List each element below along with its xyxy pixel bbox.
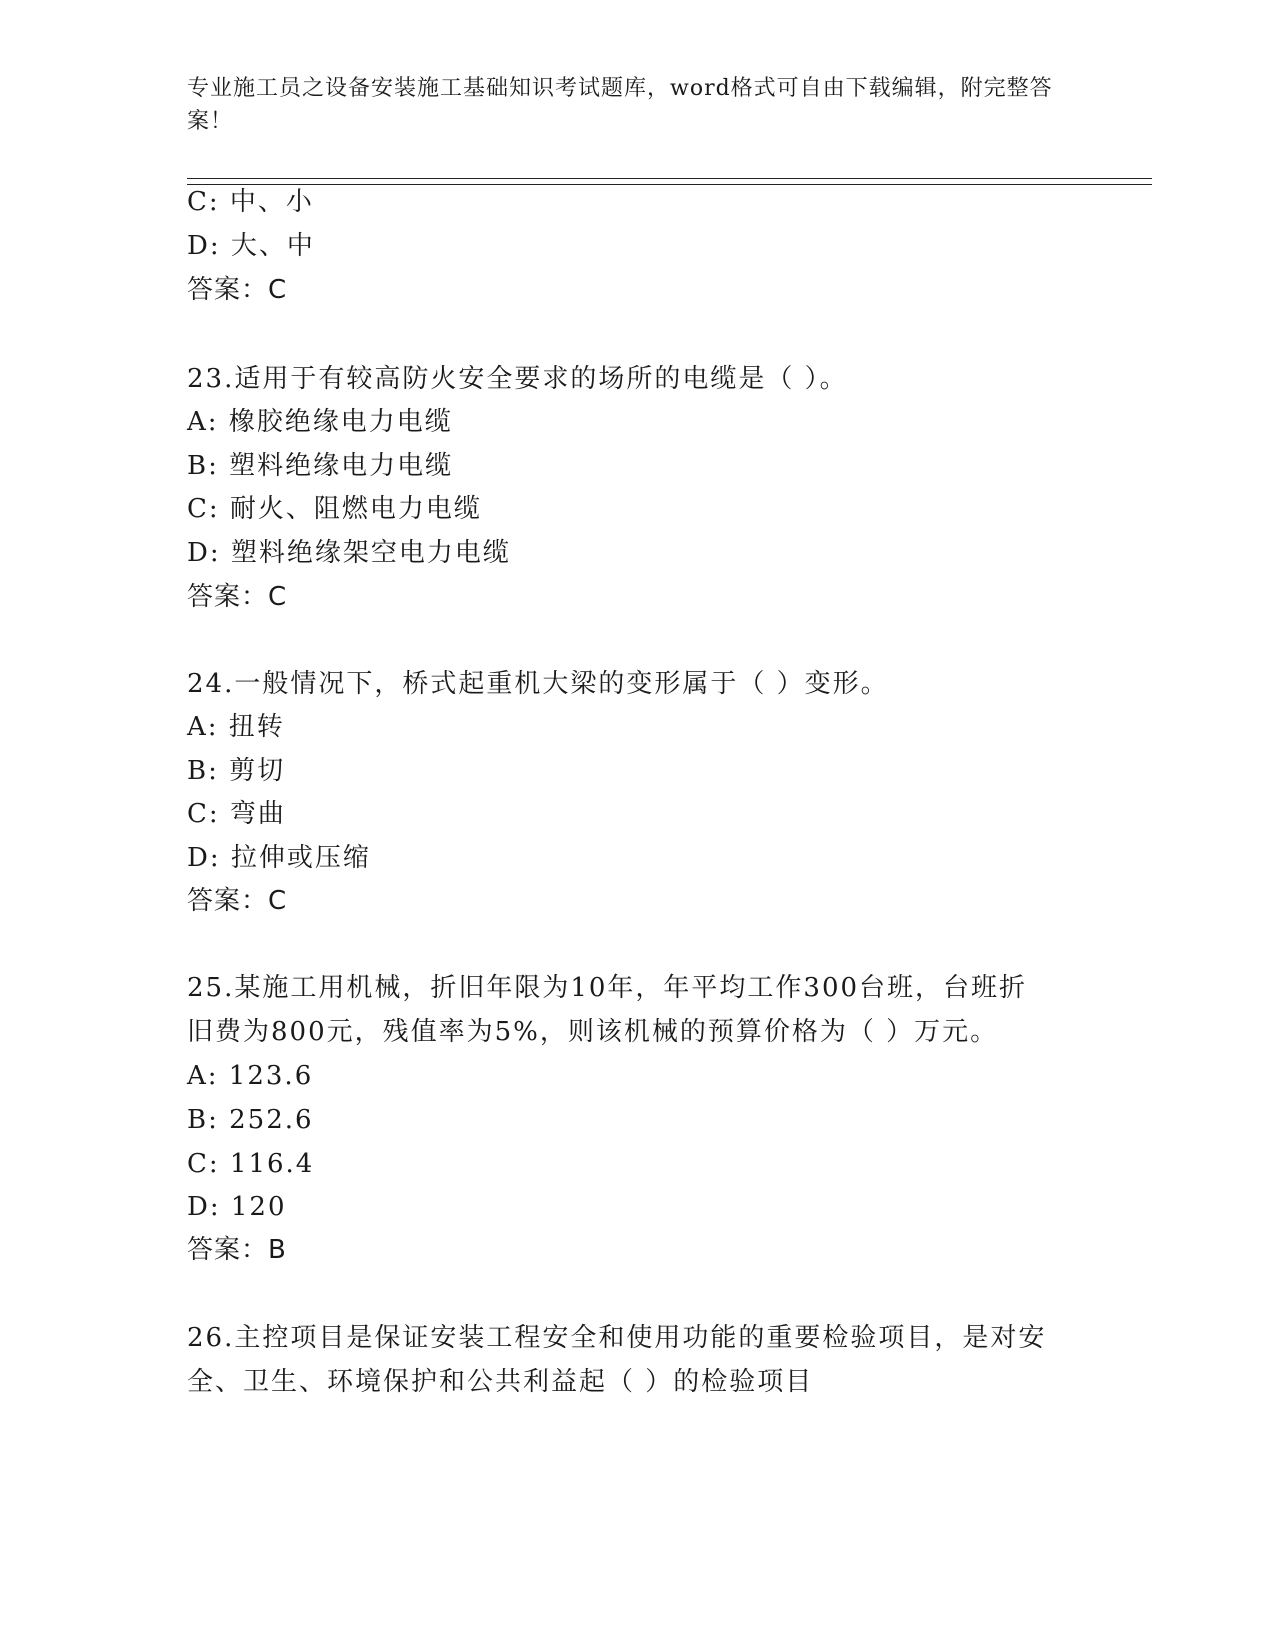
question-26-stem-line1: 26.主控项目是保证安装工程安全和使用功能的重要检验项目，是对安 <box>187 1323 1047 1353</box>
page-header: 专业施工员之设备安装施工基础知识考试题库，word格式可自由下载编辑，附完整答案！ <box>187 76 1053 134</box>
question-26-stem-line2: 全、卫生、环境保护和公共利益起（ ）的检验项目 <box>187 1367 814 1397</box>
option-d: D: 塑料绝缘架空电力电缆 <box>187 538 511 568</box>
option-d: D: 大、中 <box>187 231 315 261</box>
option-c: C: 中、小 <box>187 187 314 217</box>
answer-line: 答案：C <box>187 886 288 916</box>
option-d: D: 拉伸或压缩 <box>187 843 371 873</box>
option-c: C: 116.4 <box>187 1149 315 1179</box>
option-c: C: 弯曲 <box>187 799 286 829</box>
answer-line: 答案：C <box>187 582 288 612</box>
option-d: D: 120 <box>187 1192 287 1222</box>
answer-line: 答案：B <box>187 1235 287 1265</box>
header-divider <box>187 178 1152 185</box>
option-a: A: 123.6 <box>187 1061 314 1091</box>
option-c: C: 耐火、阻燃电力电缆 <box>187 494 482 524</box>
question-25-stem-line1: 25.某施工用机械，折旧年限为10年，年平均工作300台班，台班折 <box>187 973 1028 1003</box>
question-23-stem: 23.适用于有较高防火安全要求的场所的电缆是（ ）。 <box>187 364 848 394</box>
question-25-stem-line2: 旧费为800元，残值率为5%，则该机械的预算价格为（ ）万元。 <box>187 1017 999 1047</box>
question-24-stem: 24.一般情况下，桥式起重机大梁的变形属于（ ）变形。 <box>187 669 889 699</box>
option-b: B: 塑料绝缘电力电缆 <box>187 451 454 481</box>
option-b: B: 252.6 <box>187 1105 314 1135</box>
answer-line: 答案：C <box>187 275 288 305</box>
option-a: A: 橡胶绝缘电力电缆 <box>187 407 453 437</box>
option-b: B: 剪切 <box>187 756 286 786</box>
option-a: A: 扭转 <box>187 712 285 742</box>
